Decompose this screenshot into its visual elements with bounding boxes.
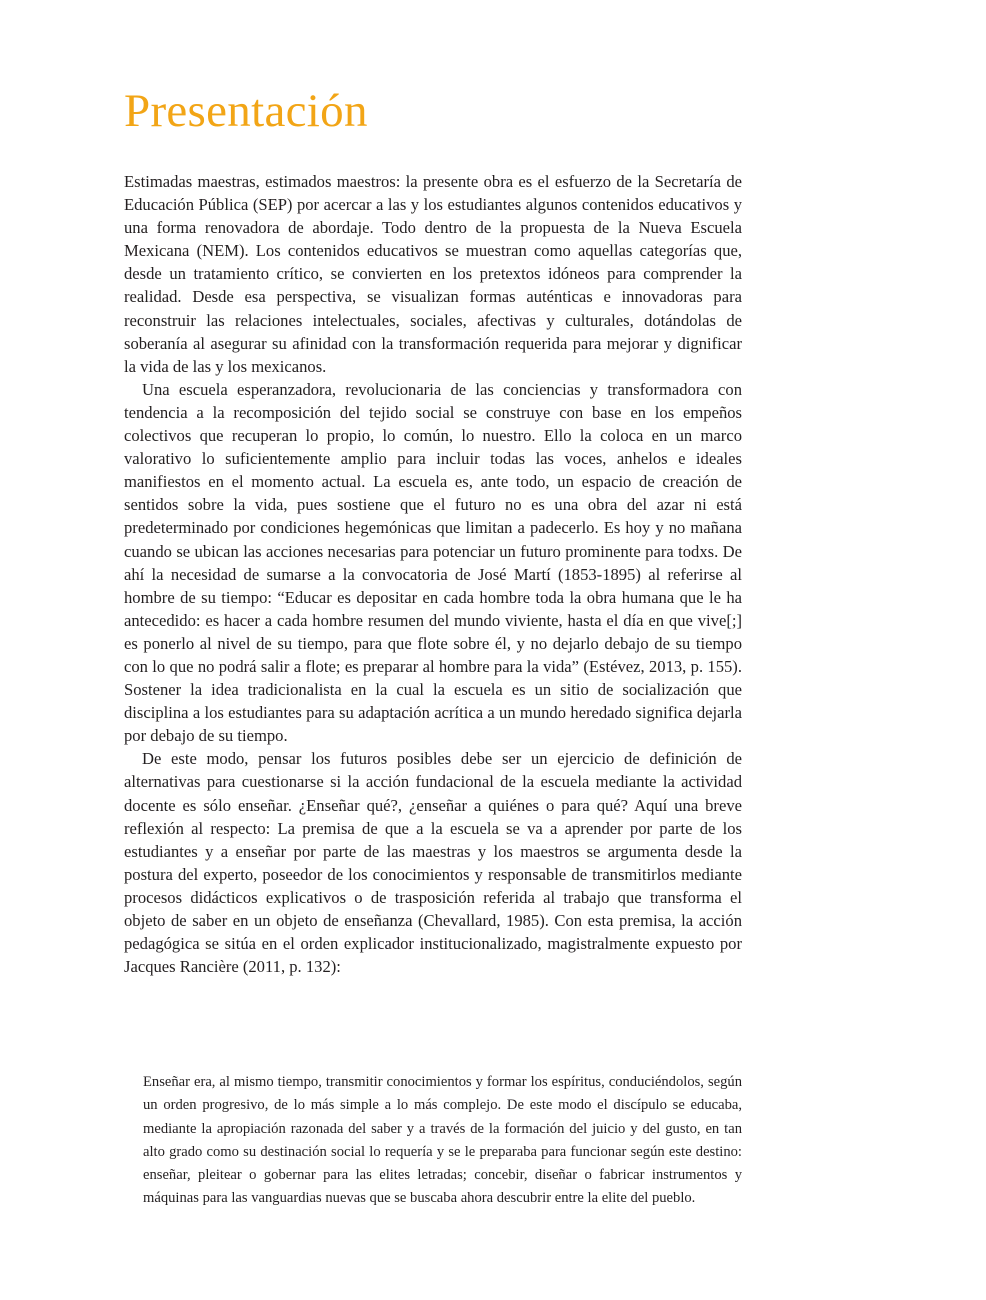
paragraph-1: Estimadas maestras, estimados maestros: la presente obra es el esfuerzo de la Secretaría de Educación Pública (SEP) por acercar a las y los estudiantes algunos contenidos educativos y una forma renovadora de abordaje. Todo dentro de la propuesta de la Nueva Escuela Mexicana (NEM). Los contenidos educativos se muestran como aquellas categorías que, desde un tratamiento crítico, se convierten en los pretextos idóneos para comprender la realidad. Desde esa perspectiva, se visualizan formas auténticas e innovadoras para reconstruir las relaciones intelectuales, sociales, afectivas y culturales, dotándolas de soberanía al asegurar su afinidad con la transformación requerida para mejorar y dignificar la vida de las y los mexicanos. [124, 172, 742, 376]
paragraph-2: Una escuela esperanzadora, revolucionaria de las conciencias y transformadora con tendencia a la recomposición del tejido social se construye con base en los empeños colectivos que recuperan lo propio, lo común, lo nuestro. Ello la coloca en un marco valorativo lo suficientemente amplio para incluir todas las voces, anhelos e ideales manifiestos en el momento actual. La escuela es, ante todo, un espacio de creación de sentidos sobre la vida, pues sostiene que el futuro no es una obra del azar ni está predeterminado por condiciones hegemónicas que limitan a padecerlo. Es hoy y no mañana cuando se ubican las acciones necesarias para potenciar un futuro prominente para todxs. De ahí la necesidad de sumarse a la convocatoria de José Martí (1853-1895) al referirse al hombre de su tiempo: “Educar es depositar en cada hombre toda la obra humana que le ha antecedido: es hacer a cada hombre resumen del mundo viviente, hasta el día en que vive[;] es ponerlo al nivel de su tiempo, para que flote sobre él, y no dejarlo debajo de su tiempo con lo que no podrá salir a flote; es preparar al hombre para la vida” (Estévez, 2013, p. 155). Sostener la idea tradicionalista en la cual la escuela es un sitio de socialización que disciplina a los estudiantes para su adaptación acrítica a un mundo heredado significa dejarla por debajo de su tiempo. [124, 379, 742, 746]
body-text [124, 170, 742, 978]
block-quote: Enseñar era, al mismo tiempo, transmitir conocimientos y formar los espíritus, conduciéndolos, según un orden progresivo, de lo más simple a lo más complejo. De este modo el discípulo se educaba, mediante la apropiación razonada del saber y a través de la formación del juicio y del gusto, en tan alto grado como su destinación social lo requería y se le preparaba para funcionar según este destino: enseñar, pleitear o gobernar para las elites letradas; concebir, diseñar o fabricar instrumentos y máquinas para las vanguardias nuevas que se buscaba ahora descubrir entre la elite del pueblo. [143, 1074, 742, 1207]
page-title: Presentación [124, 85, 368, 137]
paragraph-3: De este modo, pensar los futuros posibles debe ser un ejercicio de definición de alternativas para cuestionarse si la acción fundacional de la escuela mediante la actividad docente es sólo enseñar. ¿Enseñar qué?, ¿enseñar a quiénes o para qué? Aquí una breve reflexión al respecto: La premisa de que a la escuela se va a aprender por parte de los estudiantes y a enseñar por parte de las maestras y los maestros se argumenta desde la postura del experto, poseedor de los conocimientos y responsable de transmitirlos mediante procesos didácticos explicativos o de trasposición referida al trabajo que transforma el objeto de saber en un objeto de enseñanza (Chevallard, 1985). Con esta premisa, la acción pedagógica se sitúa en el orden explicador institucionalizado, magistralmente expuesto por Jacques Rancière (2011, p. 132): [124, 749, 742, 977]
